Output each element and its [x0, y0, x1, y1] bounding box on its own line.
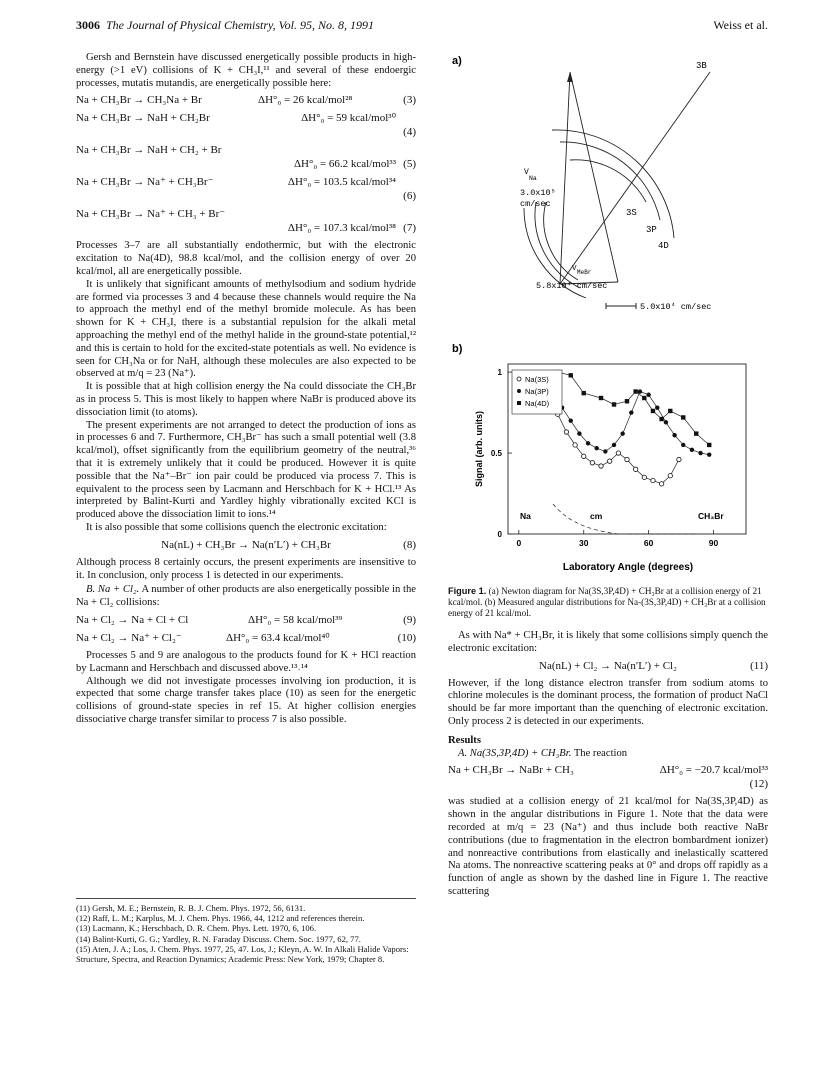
y-tick-label: 0.5: [490, 449, 502, 459]
data-point: [681, 415, 685, 419]
equation-5: [76, 144, 416, 172]
section-text: A number of other products are also energetically possible in the Na + Cl₂ collisions:: [76, 584, 416, 609]
vna-unit: cm/sec: [520, 199, 551, 209]
ring-3p-arc-lower: [535, 202, 580, 288]
vmebr-sub: MeBr: [577, 269, 592, 276]
equation-enthalpy: ΔH°₀ = 63.4 kcal/mol⁴⁰: [226, 631, 330, 644]
equation-7: [76, 208, 416, 236]
vna-sub: Na: [529, 175, 537, 182]
left-column: [76, 52, 416, 727]
data-point: [573, 443, 577, 447]
vna-value: 3.0x10⁵: [520, 188, 556, 198]
x-tick-label: 60: [643, 538, 654, 548]
paragraph: Although we did not investigate processes involving ion production, it is expected that some charge transfer takes place (10) as seen for the energetic collisions of ground-state species in ref 15. At higher collision energies dissociative charge transfer similar to process 7 is also possible.: [76, 675, 416, 725]
equation-enthalpy: ΔH°₀ = 103.5 kcal/mol³⁴: [287, 176, 396, 189]
data-point: [590, 461, 594, 465]
equation-enthalpy: ΔH°₀ = 59 kcal/mol³⁰: [301, 112, 396, 125]
data-point: [569, 418, 573, 422]
data-point: [599, 396, 603, 400]
section-heading: A. Na(3S,3P,4D) + CH₃Br.: [458, 747, 572, 759]
data-point: [603, 449, 607, 453]
ring-3p-label: 3P: [646, 225, 657, 235]
data-point: [607, 459, 611, 463]
legend-filled-square-icon: [517, 401, 521, 405]
nonreactive-dashed-line: [553, 504, 698, 534]
data-point: [659, 482, 663, 486]
paragraph: The present experiments are not arranged to detect the production of ions as in processes 6 and 7. Furthermore, CH₃Br⁻ has such a small potential well (3.8 kcal/mol), offset significantly from the equilibrium geometry of the neutral,³⁶ that it is extremely unlikely that it could be produced. However it is quite possible that the Na⁺–Br⁻ ion pair could be produced via process 7. This is equivalent to the process seen by Lacmann and Herschbach for K + HCl.¹³ As interpreted by Balint-Kurti and Yardley highly vibrationally excited KCl is produced above the dissociation limit to ions.¹⁴: [76, 419, 416, 521]
equation-number: (7): [403, 222, 416, 235]
equation-number: (12): [749, 778, 768, 791]
equation-body: Na(nL) + CH₃Br → Na(n′L′) + CH₃Br: [161, 538, 331, 551]
data-point: [616, 451, 620, 455]
caption-text: (a) Newton diagram for Na(3S,3P,4D) + CH₃Br at a collision energy of 21 kcal/mol. (b) Measured angular distributions for Na-(3S,3P,4D) + CH₃Br at a collision energy of 21 kcal/mol.: [448, 586, 766, 618]
data-point: [668, 409, 672, 413]
equation-12: [448, 764, 768, 792]
data-point: [655, 406, 659, 410]
data-point: [651, 409, 655, 413]
data-point: [690, 448, 694, 452]
equation-lhs: Na + CH₃Br → CH₃Na + Br: [76, 94, 202, 107]
page-header: [76, 18, 768, 38]
equation-3: [76, 94, 416, 108]
figure-1: [448, 52, 768, 586]
data-point: [582, 454, 586, 458]
marker-ch3br: CH₃Br: [698, 511, 724, 521]
running-authors: Weiss et al.: [713, 18, 768, 32]
equation-number: (10): [397, 631, 416, 644]
section-text: The reaction: [573, 747, 628, 759]
paragraph: Although process 8 certainly occurs, the present experiments are insensitive to it. In conclusion, only process 1 is detected in our experiments.: [76, 556, 416, 581]
newton-diagram: [524, 72, 710, 298]
equation-enthalpy: ΔH°₀ = −20.7 kcal/mol³³: [659, 764, 768, 777]
equation-lhs: Na + Cl₂ → Na + Cl + Cl: [76, 613, 189, 626]
ring-3p-arc: [560, 142, 660, 220]
equation-number: (9): [403, 613, 416, 626]
data-point: [698, 451, 702, 455]
equation-enthalpy: ΔH°₀ = 26 kcal/mol²⁸: [258, 94, 353, 107]
marker-cm: cm: [590, 511, 603, 521]
data-point: [651, 478, 655, 482]
paragraph: Processes 3–7 are all substantially endothermic, but with the electronic excitation to Na(4D), 98.8 kcal/mol, and the collision energy of over 20 kcal/mol, all are energetically possible.: [76, 240, 416, 277]
x-tick-label: 90: [708, 538, 719, 548]
section-b: [76, 584, 416, 610]
x-tick-label: 0: [516, 538, 522, 548]
vmebr-label: V: [572, 265, 577, 273]
data-point: [564, 430, 568, 434]
data-point: [694, 431, 698, 435]
legend-item: Na(3S): [525, 375, 549, 384]
ring-4d-label: 4D: [658, 241, 669, 251]
paragraph: However, if the long distance electron transfer from sodium atoms to chlorine molecules is the dominant process, the formation of product NaCl should be far more important than the quenching of electronic excitation. Only process 2 is detected in our experiments.: [448, 677, 768, 727]
equation-6: [76, 176, 416, 204]
paragraph: It is also possible that some collisions quench the electronic excitation:: [86, 521, 387, 533]
equation-enthalpy: ΔH°₀ = 107.3 kcal/mol³⁸: [287, 222, 396, 235]
y-tick-label: 0: [497, 530, 502, 539]
data-point: [677, 457, 681, 461]
equation-body: Na(nL) + Cl₂ → Na(n′L′) + Cl₂: [539, 659, 677, 672]
data-point: [668, 474, 672, 478]
reference-item: (12) Raff, L. M.; Karplus, M. J. Chem. Phys. 1966, 44, 1212 and references therein.: [76, 913, 365, 924]
paragraph: As with Na* + CH₃Br, it is likely that some collisions simply quench the electronic excitation:: [448, 630, 768, 654]
data-point: [595, 446, 599, 450]
section-heading: B. Na + Cl₂.: [86, 584, 140, 596]
reference-item: (11) Gersh, M. E.; Bernstein, R. B. J. Chem. Phys. 1972, 56, 6131.: [76, 903, 306, 913]
marker-na: Na: [520, 511, 531, 521]
data-point: [707, 452, 711, 456]
equation-number: (3): [403, 94, 416, 107]
data-point: [638, 389, 642, 393]
equation-number: (8): [403, 538, 416, 551]
equation-10: [76, 632, 416, 646]
vna-label: V: [524, 168, 529, 177]
data-point: [646, 393, 650, 397]
equation-number: (11): [750, 659, 768, 672]
right-column: [448, 630, 768, 899]
panel-a-label: a): [452, 55, 462, 67]
angular-distribution-plot: [474, 364, 746, 573]
paragraph: Processes 5 and 9 are analogous to the products found for K + HCl reaction by Lacmann and Herschbach and discussed above.¹³˒¹⁴: [76, 649, 416, 674]
data-point: [629, 410, 633, 414]
equation-number: (4): [403, 126, 416, 139]
data-point: [707, 443, 711, 447]
page-number: 3006: [76, 18, 100, 32]
section-a: [448, 748, 768, 761]
reference-item: (15) Aten, J. A.; Los, J. Chem. Phys. 1977, 25, 47. Los, J.; Kleyn, A. W. In Alkali Halide Vapors: Structure, Spectra, and Reaction Dynamics; Academic Press: New York, 1979; Chapter 8.: [76, 943, 409, 965]
equation-4: [76, 112, 416, 140]
equation-number: (5): [403, 158, 416, 171]
paragraph: It is possible that at high collision energy the Na could dissociate the CH₃Br as in process 5. This is most likely to happen where NaBr is produced above its dissociation limit (to atoms).: [76, 381, 416, 418]
equation-lhs: Na + CH₃Br → NaBr + CH₃: [448, 764, 574, 777]
legend-filled-circle-icon: [517, 389, 521, 393]
data-point: [582, 391, 586, 395]
data-point: [569, 373, 573, 377]
data-point: [633, 389, 637, 393]
equation-enthalpy: ΔH°₀ = 66.2 kcal/mol³³: [293, 158, 396, 171]
data-point: [625, 399, 629, 403]
equation-enthalpy: ΔH°₀ = 58 kcal/mol³⁹: [248, 613, 343, 626]
legend-item: Na(4D): [525, 399, 550, 408]
data-point: [625, 457, 629, 461]
cm-line: [570, 72, 618, 282]
x-tick-label: 30: [578, 538, 589, 548]
legend-item: Na(3P): [525, 387, 549, 396]
data-point: [612, 443, 616, 447]
equation-lhs: Na + CH₃Br → Na⁺ + CH₃ + Br⁻: [76, 208, 226, 221]
vna-vector: [560, 72, 570, 284]
footnote-references: [76, 898, 416, 964]
results-heading: Results: [448, 734, 481, 746]
ring-3b-label: 3B: [696, 61, 707, 71]
caption-label: Figure 1.: [448, 586, 487, 596]
data-point: [642, 475, 646, 479]
data-point: [577, 431, 581, 435]
ring-3s-arc: [570, 160, 646, 202]
figure-caption: [448, 586, 768, 619]
vmebr-value: 5.8x10⁴ cm/sec: [536, 281, 608, 291]
data-point: [659, 417, 663, 421]
data-point: [681, 443, 685, 447]
paragraph: Gersh and Bernstein have discussed energetically possible products in high-energy (>1 eV) collisions of K + CH₃I,¹¹ and several of these endoergic processes, mutatis mutandis, are energetically possible here:: [76, 52, 416, 89]
equation-lhs: Na + Cl₂ → Na⁺ + Cl₂⁻: [76, 631, 182, 644]
lab-angle-line: [560, 72, 710, 284]
data-point: [672, 433, 676, 437]
data-point: [599, 464, 603, 468]
data-point: [642, 396, 646, 400]
data-point: [620, 431, 624, 435]
y-tick-label: 1: [497, 368, 502, 378]
x-axis-label: Laboratory Angle (degrees): [562, 562, 694, 573]
equation-11: [448, 660, 768, 674]
equation-lhs: Na + CH₃Br → NaH + CH₂ + Br: [76, 144, 222, 157]
ring-3s-label: 3S: [626, 208, 637, 218]
ring-4d-arc: [552, 130, 674, 238]
arrow-head: [567, 72, 573, 82]
equation-9: [76, 614, 416, 628]
data-point: [586, 441, 590, 445]
y-axis-label: Signal (arb. units): [474, 410, 484, 488]
reference-item: (13) Lacmann, K.; Herschbach, D. R. Chem. Phys. Lett. 1970, 6, 106.: [76, 923, 317, 934]
data-point: [612, 402, 616, 406]
equation-lhs: Na + CH₃Br → NaH + CH₂Br: [76, 112, 210, 125]
journal-title: The Journal of Physical Chemistry, Vol. 95, No. 8, 1991: [106, 18, 374, 32]
legend: [512, 370, 562, 414]
scale-label: 5.0x10⁴ cm/sec: [640, 302, 712, 312]
data-point: [633, 467, 637, 471]
series-layer: [538, 370, 711, 486]
equation-number: (6): [403, 190, 416, 203]
paragraph: It is unlikely that significant amounts of methylsodium and sodium hydride are formed via processes 3 and 4 because these channels would require the Na to approach the methyl end of the methyl bromide molecule. As has been shown for K + CH₃I, there is a substantial repulsion for the alkali metal approaching the methyl end of the methyl halide in the ground-state potential,¹² and this is certain to hold for the excited-state potentials as well. No evidence is seen for CH₃Na or for NaH, although these molecules are also expected to be observed at m/q = 23 (Na⁺).: [76, 278, 416, 380]
paragraph: was studied at a collision energy of 21 kcal/mol for Na(3S,3P,4D) as shown in the angular distributions in Figure 1. Note that the data were recorded at m/q = 23 (Na⁺) and thus include both reactive NaBr contributions (due to fragmentation in the electron bombardment ionizer) and nonreactive contributions from elastically and inelastically scattered Na atoms. The nonreactive scattering peaks at 0° and drops off rapidly as a function of angle as shown by the dashed line in Figure 1. The reactive scattering: [448, 796, 768, 897]
reference-item: (14) Balint-Kurti, G. G.; Yardley, R. N. Faraday Discuss. Chem. Soc. 1977, 62, 77.: [76, 933, 361, 944]
data-point: [664, 420, 668, 424]
equation-lhs: Na + CH₃Br → Na⁺ + CH₃Br⁻: [76, 176, 214, 189]
equation-8: [76, 539, 416, 553]
figure-svg: [448, 52, 768, 586]
panel-b-label: b): [452, 343, 463, 355]
